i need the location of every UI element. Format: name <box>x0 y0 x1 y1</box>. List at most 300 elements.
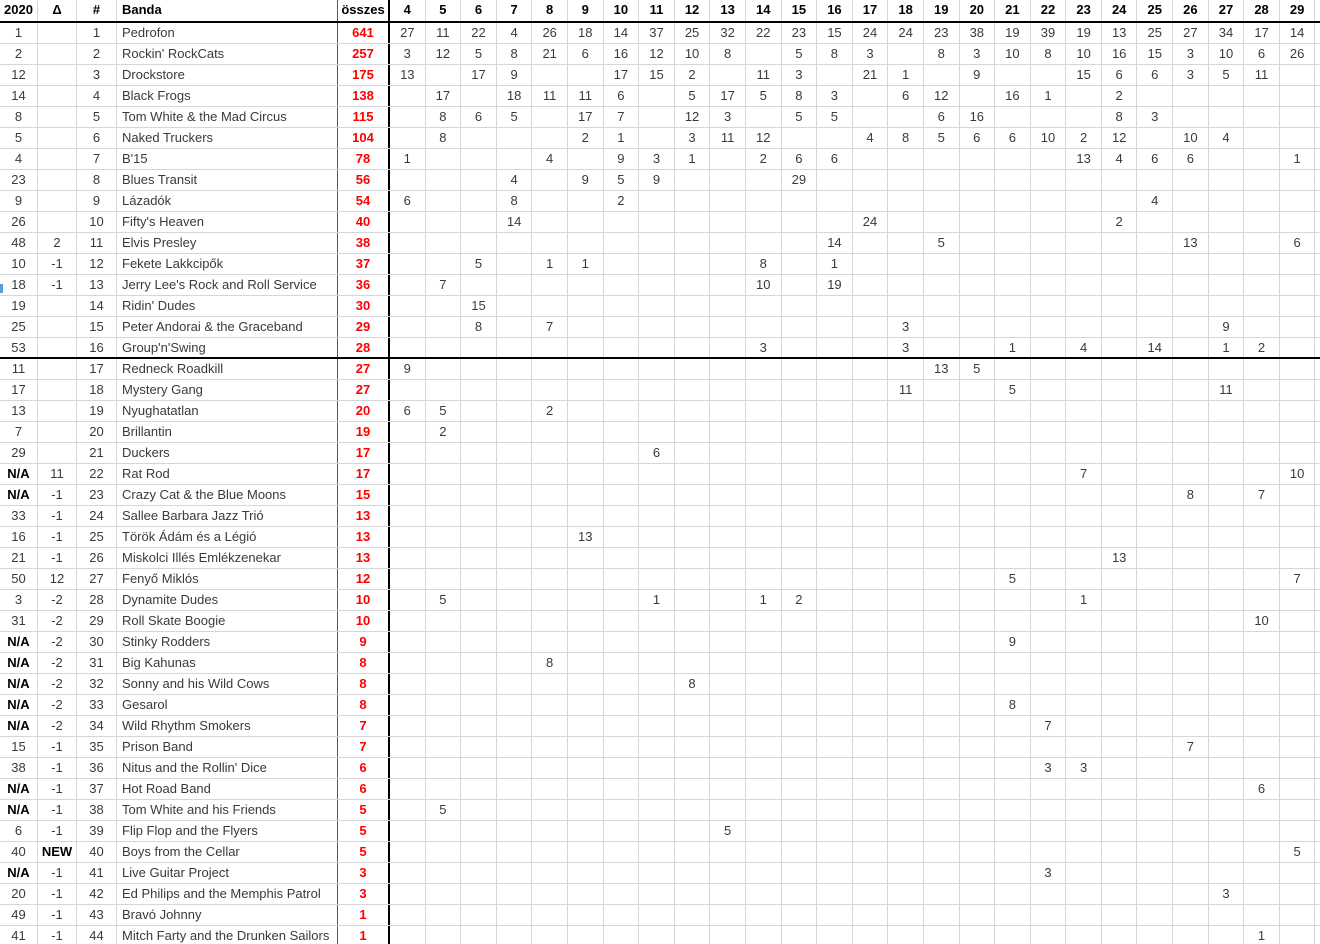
cell-week-8[interactable] <box>532 233 568 253</box>
cell-week-15[interactable] <box>782 464 818 484</box>
cell-rank[interactable]: 28 <box>77 590 117 610</box>
cell-week-28[interactable] <box>1244 443 1280 463</box>
cell-week-24[interactable]: 6 <box>1102 65 1138 85</box>
cell-total[interactable]: 104 <box>338 128 390 148</box>
cell-week-8[interactable] <box>532 695 568 715</box>
cell-week-9[interactable] <box>568 905 604 925</box>
cell-week-7[interactable] <box>497 443 533 463</box>
cell-week-8[interactable] <box>532 65 568 85</box>
cell-week-29[interactable] <box>1280 65 1316 85</box>
cell-week-17[interactable] <box>853 821 889 841</box>
cell-week-11[interactable] <box>639 737 675 757</box>
cell-week-9[interactable] <box>568 758 604 778</box>
cell-week-5[interactable] <box>426 464 462 484</box>
cell-total[interactable]: 7 <box>338 737 390 757</box>
cell-week-8[interactable] <box>532 443 568 463</box>
cell-week-8[interactable]: 8 <box>532 653 568 673</box>
cell-week-17[interactable]: 3 <box>853 44 889 64</box>
cell-week-22[interactable] <box>1031 527 1067 547</box>
cell-week-28[interactable] <box>1244 254 1280 274</box>
cell-week-23[interactable]: 15 <box>1066 65 1102 85</box>
cell-week-18[interactable] <box>888 695 924 715</box>
cell-week-17[interactable] <box>853 653 889 673</box>
cell-week-27[interactable] <box>1209 905 1245 925</box>
cell-week-15[interactable] <box>782 485 818 505</box>
cell-week-5[interactable]: 17 <box>426 86 462 106</box>
cell-week-8[interactable] <box>532 590 568 610</box>
cell-week-14[interactable] <box>746 737 782 757</box>
cell-week-6[interactable] <box>461 275 497 295</box>
cell-week-7[interactable] <box>497 485 533 505</box>
cell-week-28[interactable] <box>1244 863 1280 883</box>
cell-band-name[interactable]: Duckers <box>117 443 338 463</box>
cell-week-22[interactable] <box>1031 506 1067 526</box>
cell-week-13[interactable] <box>710 464 746 484</box>
cell-rank[interactable]: 5 <box>77 107 117 127</box>
cell-week-21[interactable] <box>995 443 1031 463</box>
cell-week-26[interactable] <box>1173 779 1209 799</box>
cell-week-10[interactable]: 1 <box>604 128 640 148</box>
cell-week-20[interactable] <box>960 779 996 799</box>
cell-band-name[interactable]: Pedrofon <box>117 23 338 43</box>
cell-rank[interactable]: 25 <box>77 527 117 547</box>
cell-week-14[interactable]: 22 <box>746 23 782 43</box>
cell-week-7[interactable] <box>497 926 533 944</box>
cell-week-27[interactable] <box>1209 863 1245 883</box>
cell-week-8[interactable] <box>532 107 568 127</box>
cell-rank[interactable]: 6 <box>77 128 117 148</box>
cell-week-8[interactable] <box>532 884 568 904</box>
cell-rank[interactable]: 24 <box>77 506 117 526</box>
cell-week-10[interactable] <box>604 590 640 610</box>
cell-week-10[interactable] <box>604 653 640 673</box>
cell-total[interactable]: 17 <box>338 443 390 463</box>
cell-week-19[interactable] <box>924 485 960 505</box>
cell-week-13[interactable] <box>710 254 746 274</box>
cell-week-20[interactable] <box>960 191 996 211</box>
cell-week-19[interactable] <box>924 506 960 526</box>
cell-total[interactable]: 175 <box>338 65 390 85</box>
cell-week-9[interactable]: 13 <box>568 527 604 547</box>
cell-week-16[interactable] <box>817 170 853 190</box>
cell-prev-year-rank[interactable]: 8 <box>0 107 38 127</box>
cell-rank[interactable]: 14 <box>77 296 117 316</box>
cell-week-23[interactable]: 19 <box>1066 23 1102 43</box>
cell-week-15[interactable] <box>782 695 818 715</box>
cell-prev-year-rank[interactable]: 5 <box>0 128 38 148</box>
cell-week-22[interactable] <box>1031 800 1067 820</box>
cell-week-11[interactable] <box>639 317 675 337</box>
cell-week-24[interactable] <box>1102 674 1138 694</box>
cell-week-11[interactable] <box>639 674 675 694</box>
cell-week-9[interactable] <box>568 422 604 442</box>
cell-week-12[interactable] <box>675 191 711 211</box>
cell-week-17[interactable] <box>853 275 889 295</box>
cell-week-10[interactable]: 6 <box>604 86 640 106</box>
cell-delta[interactable]: -2 <box>38 695 77 715</box>
cell-week-23[interactable] <box>1066 884 1102 904</box>
cell-week-23[interactable] <box>1066 401 1102 421</box>
cell-week-4[interactable] <box>390 380 426 400</box>
cell-week-7[interactable]: 9 <box>497 65 533 85</box>
cell-week-14[interactable]: 1 <box>746 590 782 610</box>
cell-week-15[interactable] <box>782 128 818 148</box>
cell-week-9[interactable] <box>568 716 604 736</box>
cell-week-22[interactable]: 3 <box>1031 863 1067 883</box>
cell-week-29[interactable] <box>1280 611 1316 631</box>
cell-band-name[interactable]: Tom White & the Mad Circus <box>117 107 338 127</box>
cell-band-name[interactable]: Peter Andorai & the Graceband <box>117 317 338 337</box>
cell-rank[interactable]: 36 <box>77 758 117 778</box>
cell-week-20[interactable] <box>960 632 996 652</box>
cell-week-21[interactable] <box>995 800 1031 820</box>
cell-prev-year-rank[interactable]: N/A <box>0 863 38 883</box>
cell-week-17[interactable] <box>853 485 889 505</box>
cell-week-23[interactable] <box>1066 842 1102 862</box>
cell-week-28[interactable] <box>1244 296 1280 316</box>
cell-week-29[interactable] <box>1280 338 1316 357</box>
cell-week-10[interactable] <box>604 401 640 421</box>
cell-week-20[interactable]: 3 <box>960 44 996 64</box>
cell-week-20[interactable]: 6 <box>960 128 996 148</box>
cell-week-23[interactable] <box>1066 548 1102 568</box>
cell-week-5[interactable]: 12 <box>426 44 462 64</box>
cell-prev-year-rank[interactable]: 10 <box>0 254 38 274</box>
cell-week-10[interactable] <box>604 443 640 463</box>
cell-delta[interactable]: -1 <box>38 863 77 883</box>
cell-delta[interactable] <box>38 149 77 169</box>
cell-week-28[interactable]: 6 <box>1244 44 1280 64</box>
header-week-12[interactable]: 12 <box>675 0 711 21</box>
cell-week-23[interactable]: 3 <box>1066 758 1102 778</box>
header-band[interactable]: Banda <box>117 0 338 21</box>
cell-week-6[interactable] <box>461 485 497 505</box>
cell-week-7[interactable] <box>497 422 533 442</box>
cell-week-28[interactable] <box>1244 212 1280 232</box>
cell-week-14[interactable] <box>746 170 782 190</box>
cell-week-13[interactable] <box>710 632 746 652</box>
cell-week-18[interactable]: 3 <box>888 317 924 337</box>
cell-week-15[interactable] <box>782 338 818 357</box>
cell-week-22[interactable] <box>1031 548 1067 568</box>
cell-week-15[interactable] <box>782 779 818 799</box>
cell-week-23[interactable] <box>1066 233 1102 253</box>
cell-week-14[interactable] <box>746 44 782 64</box>
cell-week-8[interactable] <box>532 863 568 883</box>
cell-week-5[interactable] <box>426 926 462 944</box>
cell-week-7[interactable]: 18 <box>497 86 533 106</box>
cell-week-6[interactable] <box>461 758 497 778</box>
cell-delta[interactable]: -1 <box>38 884 77 904</box>
cell-week-8[interactable] <box>532 422 568 442</box>
cell-total[interactable]: 6 <box>338 779 390 799</box>
cell-week-23[interactable]: 4 <box>1066 338 1102 357</box>
cell-week-29[interactable] <box>1280 128 1316 148</box>
cell-rank[interactable]: 16 <box>77 338 117 357</box>
cell-week-28[interactable] <box>1244 170 1280 190</box>
cell-week-6[interactable] <box>461 779 497 799</box>
cell-week-9[interactable] <box>568 65 604 85</box>
cell-prev-year-rank[interactable]: N/A <box>0 464 38 484</box>
cell-week-16[interactable] <box>817 317 853 337</box>
cell-week-24[interactable] <box>1102 401 1138 421</box>
cell-week-22[interactable] <box>1031 905 1067 925</box>
cell-week-28[interactable] <box>1244 695 1280 715</box>
cell-week-10[interactable] <box>604 716 640 736</box>
cell-week-19[interactable] <box>924 653 960 673</box>
cell-week-21[interactable] <box>995 758 1031 778</box>
cell-week-4[interactable] <box>390 233 426 253</box>
cell-week-16[interactable]: 19 <box>817 275 853 295</box>
cell-week-14[interactable] <box>746 926 782 944</box>
cell-week-6[interactable] <box>461 443 497 463</box>
cell-week-23[interactable] <box>1066 926 1102 944</box>
cell-week-27[interactable] <box>1209 422 1245 442</box>
cell-band-name[interactable]: Stinky Rodders <box>117 632 338 652</box>
cell-week-24[interactable] <box>1102 800 1138 820</box>
cell-week-27[interactable] <box>1209 254 1245 274</box>
cell-week-22[interactable] <box>1031 821 1067 841</box>
cell-week-15[interactable] <box>782 674 818 694</box>
cell-week-23[interactable]: 7 <box>1066 464 1102 484</box>
cell-week-26[interactable] <box>1173 275 1209 295</box>
cell-prev-year-rank[interactable]: 38 <box>0 758 38 778</box>
cell-week-27[interactable]: 3 <box>1209 884 1245 904</box>
cell-week-14[interactable] <box>746 317 782 337</box>
cell-week-5[interactable] <box>426 611 462 631</box>
cell-week-16[interactable] <box>817 527 853 547</box>
cell-total[interactable]: 29 <box>338 317 390 337</box>
cell-week-5[interactable] <box>426 842 462 862</box>
cell-week-16[interactable] <box>817 863 853 883</box>
cell-week-9[interactable] <box>568 506 604 526</box>
cell-week-24[interactable] <box>1102 905 1138 925</box>
cell-week-29[interactable] <box>1280 863 1316 883</box>
cell-week-22[interactable] <box>1031 149 1067 169</box>
header-week-14[interactable]: 14 <box>746 0 782 21</box>
cell-delta[interactable] <box>38 422 77 442</box>
cell-week-15[interactable] <box>782 380 818 400</box>
cell-week-8[interactable] <box>532 380 568 400</box>
cell-week-16[interactable] <box>817 905 853 925</box>
cell-week-4[interactable] <box>390 128 426 148</box>
cell-week-15[interactable] <box>782 191 818 211</box>
cell-week-26[interactable] <box>1173 590 1209 610</box>
cell-week-4[interactable] <box>390 107 426 127</box>
cell-week-12[interactable] <box>675 842 711 862</box>
cell-week-15[interactable]: 3 <box>782 65 818 85</box>
cell-week-6[interactable] <box>461 170 497 190</box>
cell-week-29[interactable] <box>1280 422 1316 442</box>
cell-week-21[interactable]: 8 <box>995 695 1031 715</box>
cell-week-20[interactable] <box>960 884 996 904</box>
cell-week-21[interactable] <box>995 863 1031 883</box>
cell-week-6[interactable] <box>461 653 497 673</box>
cell-week-9[interactable] <box>568 296 604 316</box>
cell-week-16[interactable] <box>817 212 853 232</box>
cell-week-12[interactable]: 3 <box>675 128 711 148</box>
cell-week-20[interactable] <box>960 926 996 944</box>
cell-week-8[interactable]: 2 <box>532 401 568 421</box>
cell-week-6[interactable] <box>461 422 497 442</box>
cell-week-12[interactable] <box>675 275 711 295</box>
cell-week-15[interactable] <box>782 443 818 463</box>
cell-week-27[interactable] <box>1209 170 1245 190</box>
cell-week-16[interactable]: 8 <box>817 44 853 64</box>
cell-week-22[interactable] <box>1031 212 1067 232</box>
cell-rank[interactable]: 22 <box>77 464 117 484</box>
cell-week-27[interactable] <box>1209 590 1245 610</box>
cell-week-22[interactable] <box>1031 443 1067 463</box>
cell-week-11[interactable] <box>639 401 675 421</box>
cell-week-20[interactable] <box>960 611 996 631</box>
cell-week-8[interactable] <box>532 632 568 652</box>
cell-week-6[interactable] <box>461 611 497 631</box>
cell-week-5[interactable] <box>426 296 462 316</box>
cell-prev-year-rank[interactable]: 53 <box>0 338 38 357</box>
cell-prev-year-rank[interactable]: 2 <box>0 44 38 64</box>
cell-week-7[interactable] <box>497 758 533 778</box>
cell-week-19[interactable] <box>924 716 960 736</box>
cell-total[interactable]: 28 <box>338 338 390 357</box>
cell-week-9[interactable] <box>568 821 604 841</box>
cell-band-name[interactable]: Crazy Cat & the Blue Moons <box>117 485 338 505</box>
cell-week-28[interactable] <box>1244 674 1280 694</box>
cell-band-name[interactable]: Fekete Lakkcipők <box>117 254 338 274</box>
cell-week-5[interactable] <box>426 674 462 694</box>
cell-week-9[interactable] <box>568 926 604 944</box>
cell-week-21[interactable]: 10 <box>995 44 1031 64</box>
cell-week-26[interactable] <box>1173 359 1209 379</box>
cell-week-9[interactable] <box>568 695 604 715</box>
cell-band-name[interactable]: Török Ádám és a Légió <box>117 527 338 547</box>
cell-rank[interactable]: 10 <box>77 212 117 232</box>
cell-week-20[interactable] <box>960 527 996 547</box>
cell-prev-year-rank[interactable]: 23 <box>0 170 38 190</box>
cell-week-11[interactable] <box>639 191 675 211</box>
cell-week-9[interactable] <box>568 590 604 610</box>
cell-week-24[interactable] <box>1102 170 1138 190</box>
cell-week-27[interactable] <box>1209 548 1245 568</box>
cell-rank[interactable]: 11 <box>77 233 117 253</box>
cell-week-10[interactable]: 14 <box>604 23 640 43</box>
cell-week-25[interactable]: 6 <box>1137 65 1173 85</box>
cell-week-7[interactable] <box>497 275 533 295</box>
cell-week-18[interactable] <box>888 611 924 631</box>
cell-week-22[interactable]: 7 <box>1031 716 1067 736</box>
cell-week-7[interactable] <box>497 695 533 715</box>
cell-week-24[interactable] <box>1102 569 1138 589</box>
cell-week-16[interactable]: 5 <box>817 107 853 127</box>
cell-week-18[interactable] <box>888 653 924 673</box>
cell-week-17[interactable] <box>853 443 889 463</box>
cell-week-23[interactable]: 13 <box>1066 149 1102 169</box>
cell-week-17[interactable] <box>853 170 889 190</box>
cell-week-14[interactable]: 3 <box>746 338 782 357</box>
cell-week-10[interactable]: 16 <box>604 44 640 64</box>
cell-week-7[interactable] <box>497 590 533 610</box>
cell-week-16[interactable] <box>817 569 853 589</box>
cell-week-19[interactable] <box>924 212 960 232</box>
cell-week-29[interactable] <box>1280 758 1316 778</box>
header-week-27[interactable]: 27 <box>1209 0 1245 21</box>
cell-delta[interactable] <box>38 380 77 400</box>
cell-week-10[interactable] <box>604 380 640 400</box>
cell-week-15[interactable] <box>782 359 818 379</box>
cell-week-29[interactable] <box>1280 905 1316 925</box>
cell-week-23[interactable] <box>1066 443 1102 463</box>
cell-week-28[interactable] <box>1244 233 1280 253</box>
cell-week-22[interactable] <box>1031 590 1067 610</box>
cell-week-14[interactable] <box>746 506 782 526</box>
cell-week-7[interactable] <box>497 653 533 673</box>
cell-rank[interactable]: 27 <box>77 569 117 589</box>
cell-week-29[interactable] <box>1280 296 1316 316</box>
cell-week-20[interactable] <box>960 674 996 694</box>
cell-week-11[interactable]: 9 <box>639 170 675 190</box>
cell-week-20[interactable] <box>960 905 996 925</box>
cell-total[interactable]: 36 <box>338 275 390 295</box>
cell-delta[interactable]: -1 <box>38 737 77 757</box>
cell-prev-year-rank[interactable]: 1 <box>0 23 38 43</box>
cell-week-11[interactable] <box>639 86 675 106</box>
cell-week-4[interactable] <box>390 296 426 316</box>
cell-week-29[interactable] <box>1280 485 1316 505</box>
cell-band-name[interactable]: Wild Rhythm Smokers <box>117 716 338 736</box>
cell-delta[interactable]: -2 <box>38 653 77 673</box>
cell-week-9[interactable] <box>568 212 604 232</box>
cell-week-5[interactable] <box>426 695 462 715</box>
cell-band-name[interactable]: Ed Philips and the Memphis Patrol <box>117 884 338 904</box>
header-week-13[interactable]: 13 <box>710 0 746 21</box>
cell-week-24[interactable] <box>1102 737 1138 757</box>
header-week-8[interactable]: 8 <box>532 0 568 21</box>
cell-band-name[interactable]: Dynamite Dudes <box>117 590 338 610</box>
cell-week-22[interactable] <box>1031 842 1067 862</box>
cell-week-17[interactable] <box>853 359 889 379</box>
cell-week-5[interactable] <box>426 443 462 463</box>
cell-week-4[interactable] <box>390 737 426 757</box>
cell-prev-year-rank[interactable]: N/A <box>0 674 38 694</box>
cell-week-6[interactable] <box>461 863 497 883</box>
cell-week-15[interactable]: 8 <box>782 86 818 106</box>
cell-week-29[interactable] <box>1280 380 1316 400</box>
cell-week-20[interactable] <box>960 506 996 526</box>
cell-total[interactable]: 30 <box>338 296 390 316</box>
cell-week-28[interactable] <box>1244 653 1280 673</box>
cell-week-20[interactable] <box>960 653 996 673</box>
cell-week-22[interactable] <box>1031 254 1067 274</box>
cell-week-21[interactable] <box>995 212 1031 232</box>
cell-week-17[interactable]: 21 <box>853 65 889 85</box>
cell-week-7[interactable] <box>497 674 533 694</box>
cell-band-name[interactable]: Hot Road Band <box>117 779 338 799</box>
cell-week-16[interactable]: 6 <box>817 149 853 169</box>
cell-band-name[interactable]: Group'n'Swing <box>117 338 338 357</box>
cell-week-8[interactable] <box>532 569 568 589</box>
cell-week-19[interactable] <box>924 380 960 400</box>
cell-week-17[interactable] <box>853 737 889 757</box>
cell-delta[interactable]: -1 <box>38 800 77 820</box>
cell-rank[interactable]: 15 <box>77 317 117 337</box>
cell-week-15[interactable] <box>782 905 818 925</box>
cell-week-29[interactable] <box>1280 443 1316 463</box>
cell-week-9[interactable] <box>568 317 604 337</box>
cell-week-27[interactable] <box>1209 527 1245 547</box>
cell-week-26[interactable] <box>1173 191 1209 211</box>
cell-week-25[interactable] <box>1137 275 1173 295</box>
cell-week-27[interactable] <box>1209 758 1245 778</box>
